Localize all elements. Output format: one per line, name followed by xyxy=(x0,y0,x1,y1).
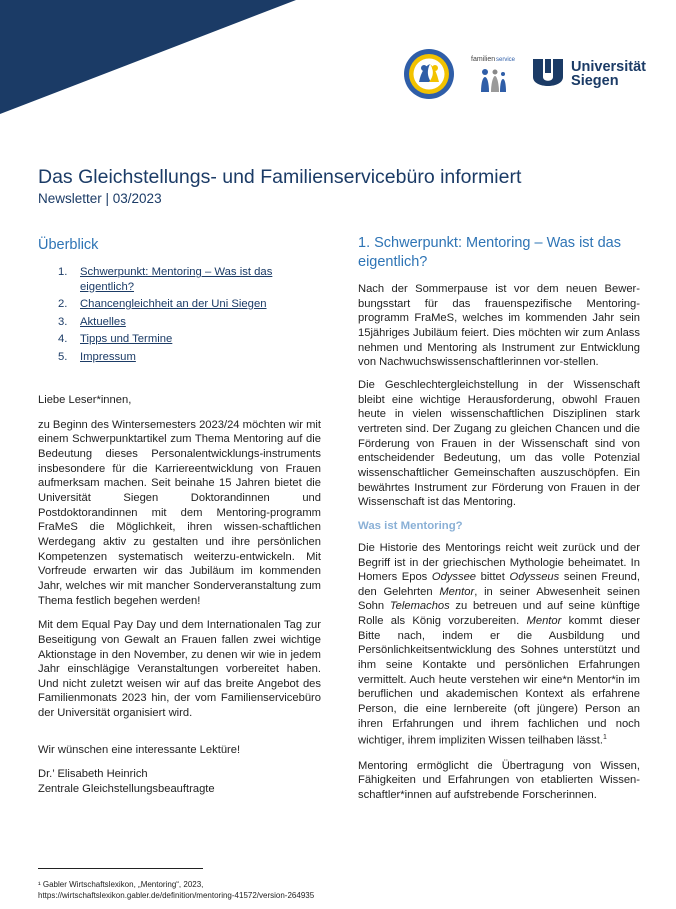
right-column xyxy=(358,234,640,803)
university-mark-icon xyxy=(531,57,565,91)
signature-name: Dr.’ Elisabeth Heinrich xyxy=(38,768,148,781)
article-paragraph: Nach der Sommerpause ist vor dem neuen Bewer-bungsstart für das frauenspezifische Mentoring-programm FraMeS, welches im kommenden Jahr sein 15jähriges Jubiläum feiert. Dies möchten wir zum Anlass nehmen und Mentoring als Instrument zur Entwicklung von Nachwuchswissenschaftlerinnen vor-stellen. xyxy=(358,283,640,369)
university-name-line2: Siegen xyxy=(571,73,619,89)
toc-item[interactable]: 3. Aktuelles xyxy=(58,315,126,328)
toc-item[interactable]: 4. Tipps und Termine xyxy=(58,333,173,345)
toc-link[interactable]: Tipps und Termine xyxy=(80,333,173,345)
university-name-line1: Universität xyxy=(571,59,646,75)
overview-heading: Überblick xyxy=(38,237,99,253)
header-logos xyxy=(403,48,646,100)
letter-paragraph: Mit dem Equal Pay Day und dem Internationalen Tag zur Beseitigung von Gewalt an Frauen fallen zwei wichtige Aktionstage in den November, zu denen wir wie in jedem Jahr einschlägige Veranstaltungen vorbereitet haben. Und nicht zuletzt weisen wir auf das breite Angebot des Familienmonats 2023 hin, der vom Familienservicebüro der Universität organisiert wird. xyxy=(38,619,321,720)
university-logo xyxy=(531,57,646,91)
left-column xyxy=(38,236,321,797)
article-paragraph: Die Historie des Mentorings reicht weit zurück und der Begriff ist in der griechischen Mythologie beheimatet. In Homers Epos Odyssee bittet Odysseus seinen Freund, den Gelehrten Mentor, in seiner Abwesenheit seinen Sohn Telemachos zu betreuen und auf seine künftige Rolle als König vorzubereiten. Mentor kommt dieser Bitte nach, indem er die Ausbildung und Persönlichkeitsentwicklung des Sohnes unterstützt und ihm seine Kontakte und persönlichen Erfahrungen vermittelt. Auch heute verstehen wir eine*n Mentor*in im beruflichen und akademischen Kontext als erfahrene Person, die eine lernbereite (oft jüngere) Person an ihren Erfahrungen und ihrem fachlichen und noch wichtiger, ihrem impliziten Wissen teilhaben lässt.$^1$ xyxy=(358,541,640,748)
toc-link[interactable]: Chancengleichheit an der Uni Siegen xyxy=(80,298,267,310)
svg-text:familien: familien xyxy=(471,56,496,63)
letter-closing: Wir wünschen eine interessante Lektüre! xyxy=(38,743,241,756)
article-subheading: Was ist Mentoring? xyxy=(358,519,463,532)
corner-decoration xyxy=(0,0,296,114)
svg-text:service: service xyxy=(496,57,516,63)
table-of-contents xyxy=(58,265,321,364)
toc-item[interactable]: 1. Schwerpunkt: Mentoring – Was ist das eigentlich? xyxy=(58,265,321,294)
signature-role: Zentrale Gleichstellungsbeauftragte xyxy=(38,783,215,796)
gleichstellungsbuero-logo xyxy=(403,48,455,100)
toc-link[interactable]: Schwerpunkt: Mentoring – Was ist das eigentlich? xyxy=(80,266,273,293)
footnote-divider xyxy=(38,868,203,869)
article-heading: 1. Schwerpunkt: Mentoring – Was ist das eigentlich? xyxy=(358,235,621,270)
page-subtitle: Newsletter | 03/2023 xyxy=(38,191,162,206)
page-title: Das Gleichstellungs- und Familienservicebüro informiert xyxy=(38,166,522,188)
toc-link[interactable]: Impressum xyxy=(80,350,136,363)
letter-greeting: Liebe Leser*innen, xyxy=(38,394,132,406)
article-paragraph: Die Geschlechtergleichstellung in der Wissenschaft bleibt eine wichtige Herausforderung, obwohl Frauen heute in vielen wissenschaftlichen Disziplinen stark vertreten sind. Der Zugang zu gleichen Chancen und die Förderung von Frauen in der Wissenschaft sind von entscheidender Bedeutung, um das volle Potenzial wissenschaftlicher Gemeinschaften auszuschöpfen. Ein bewährtes Instrument zur Förderung von Frauen in der Wissenschaft ist das Mentoring. xyxy=(358,378,640,509)
toc-item[interactable]: 5. Impressum xyxy=(58,350,136,363)
letter-paragraph: zu Beginn des Wintersemesters 2023/24 möchten wir mit einem Schwerpunktartikel zum Thema Mentoring auf die Bedeutung dieses Personalentwicklungs-instruments insbesondere für die Karriereentwicklung von Frauen aufmerksam machen. Seit beinahe 15 Jahren bietet die Universität Siegen Doktorandinnen und Postdoktorandinnen mit dem Mentoring-programm FraMeS die Möglichkeit, ihren wissen-schaftlichen Werdegang aktiv zu gestalten und ihre persönlichen Kompetenzen systematisch weiterzu-entwickeln. Mit Vorfreude erwarten wir das Jubiläum im kommenden Jahr, welches wir mit mancher Sonderveranstaltung zum Thema festlich begehen werden! xyxy=(38,418,321,607)
footnote-ref[interactable]: 1 xyxy=(602,734,607,742)
footnote: ¹ Gabler Wirtschaftslexikon, „Mentoring“, 2023, https://wirtschaftslexikon.gabler.de/definition/mentoring-41572/version-264935 xyxy=(38,880,315,900)
article-paragraph: Mentoring ermöglicht die Übertragung von Wissen, Fähigkeiten und Erfahrungen von etablierten Wissen-schaftler*innen auf aufstrebende Forscherinnen. xyxy=(358,759,640,802)
toc-item[interactable]: 2. Chancengleichheit an der Uni Siegen xyxy=(58,298,267,310)
toc-link[interactable]: Aktuelles xyxy=(80,315,126,328)
familienservicebuero-logo xyxy=(469,52,517,96)
